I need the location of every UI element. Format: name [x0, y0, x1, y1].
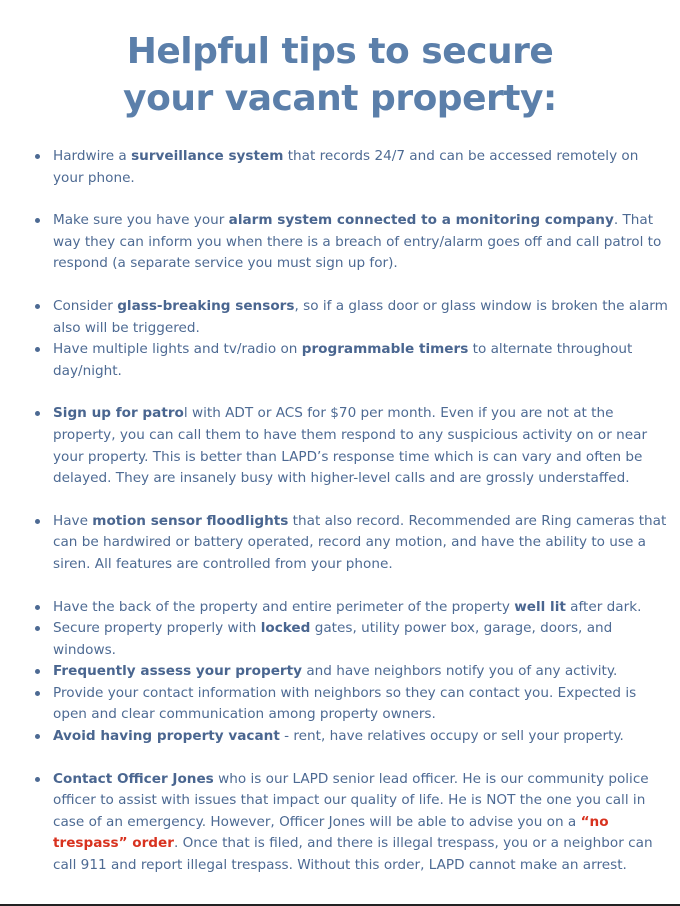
tip-alarm-monitoring: Make sure you have your alarm system connected to a monitoring company. That way they can inform you when there is a breach of entry/alarm goes off and call patrol to respond (a separate service you must sign up for). [0, 210, 680, 275]
tip-avoid-vacant: Avoid having property vacant - rent, have relatives occupy or sell your property. [0, 726, 680, 748]
title-line-2: your vacant property: [123, 78, 557, 119]
tips-list [0, 146, 680, 877]
tip-locked: Secure property properly with locked gates, utility power box, garage, doors, and windows. [0, 618, 680, 661]
tip-officer-jones: Contact Officer Jones who is our LAPD senior lead officer. He is our community police officer to assist with issues that impact our quality of life. He is NOT the one you call in case of an emergency. However, Officer Jones will be able to advise you on a “no trespass” order. Once that is filed, and there is illegal trespass, you or a neighbor can call 911 and report illegal trespass. Without this order, LAPD cannot make an arrest. [0, 769, 680, 877]
tip-surveillance: Hardwire a surveillance system that records 24/7 and can be accessed remotely on your phone. [0, 146, 680, 189]
tip-assess: Frequently assess your property and have neighbors notify you of any activity. [0, 661, 680, 683]
tip-glass-sensors: Consider glass-breaking sensors, so if a glass door or glass window is broken the alarm also will be triggered. [0, 296, 680, 339]
tip-floodlights: Have motion sensor floodlights that also record. Recommended are Ring cameras that can be hardwired or battery operated, record any motion, and have the ability to use a siren. All features are controlled from your phone. [0, 511, 680, 576]
tip-timers: Have multiple lights and tv/radio on programmable timers to alternate throughout day/night. [0, 339, 680, 382]
tip-well-lit: Have the back of the property and entire perimeter of the property well lit after dark. [0, 597, 680, 619]
title-line-1: Helpful tips to secure [126, 31, 554, 72]
no-trespass-order: “no trespass” order [53, 813, 609, 852]
tip-contact-neighbors: Provide your contact information with neighbors so they can contact you. Expected is open and clear communication among property owners. [0, 683, 680, 726]
page-title [0, 0, 680, 122]
tip-patrol: Sign up for patrol with ADT or ACS for $70 per month. Even if you are not at the property, you can call them to have them respond to any suspicious activity on or near your property. This is better than LAPD’s response time which is can vary and often be delayed. They are insanely busy with higher-level calls and are grossly understaffed. [0, 403, 680, 489]
